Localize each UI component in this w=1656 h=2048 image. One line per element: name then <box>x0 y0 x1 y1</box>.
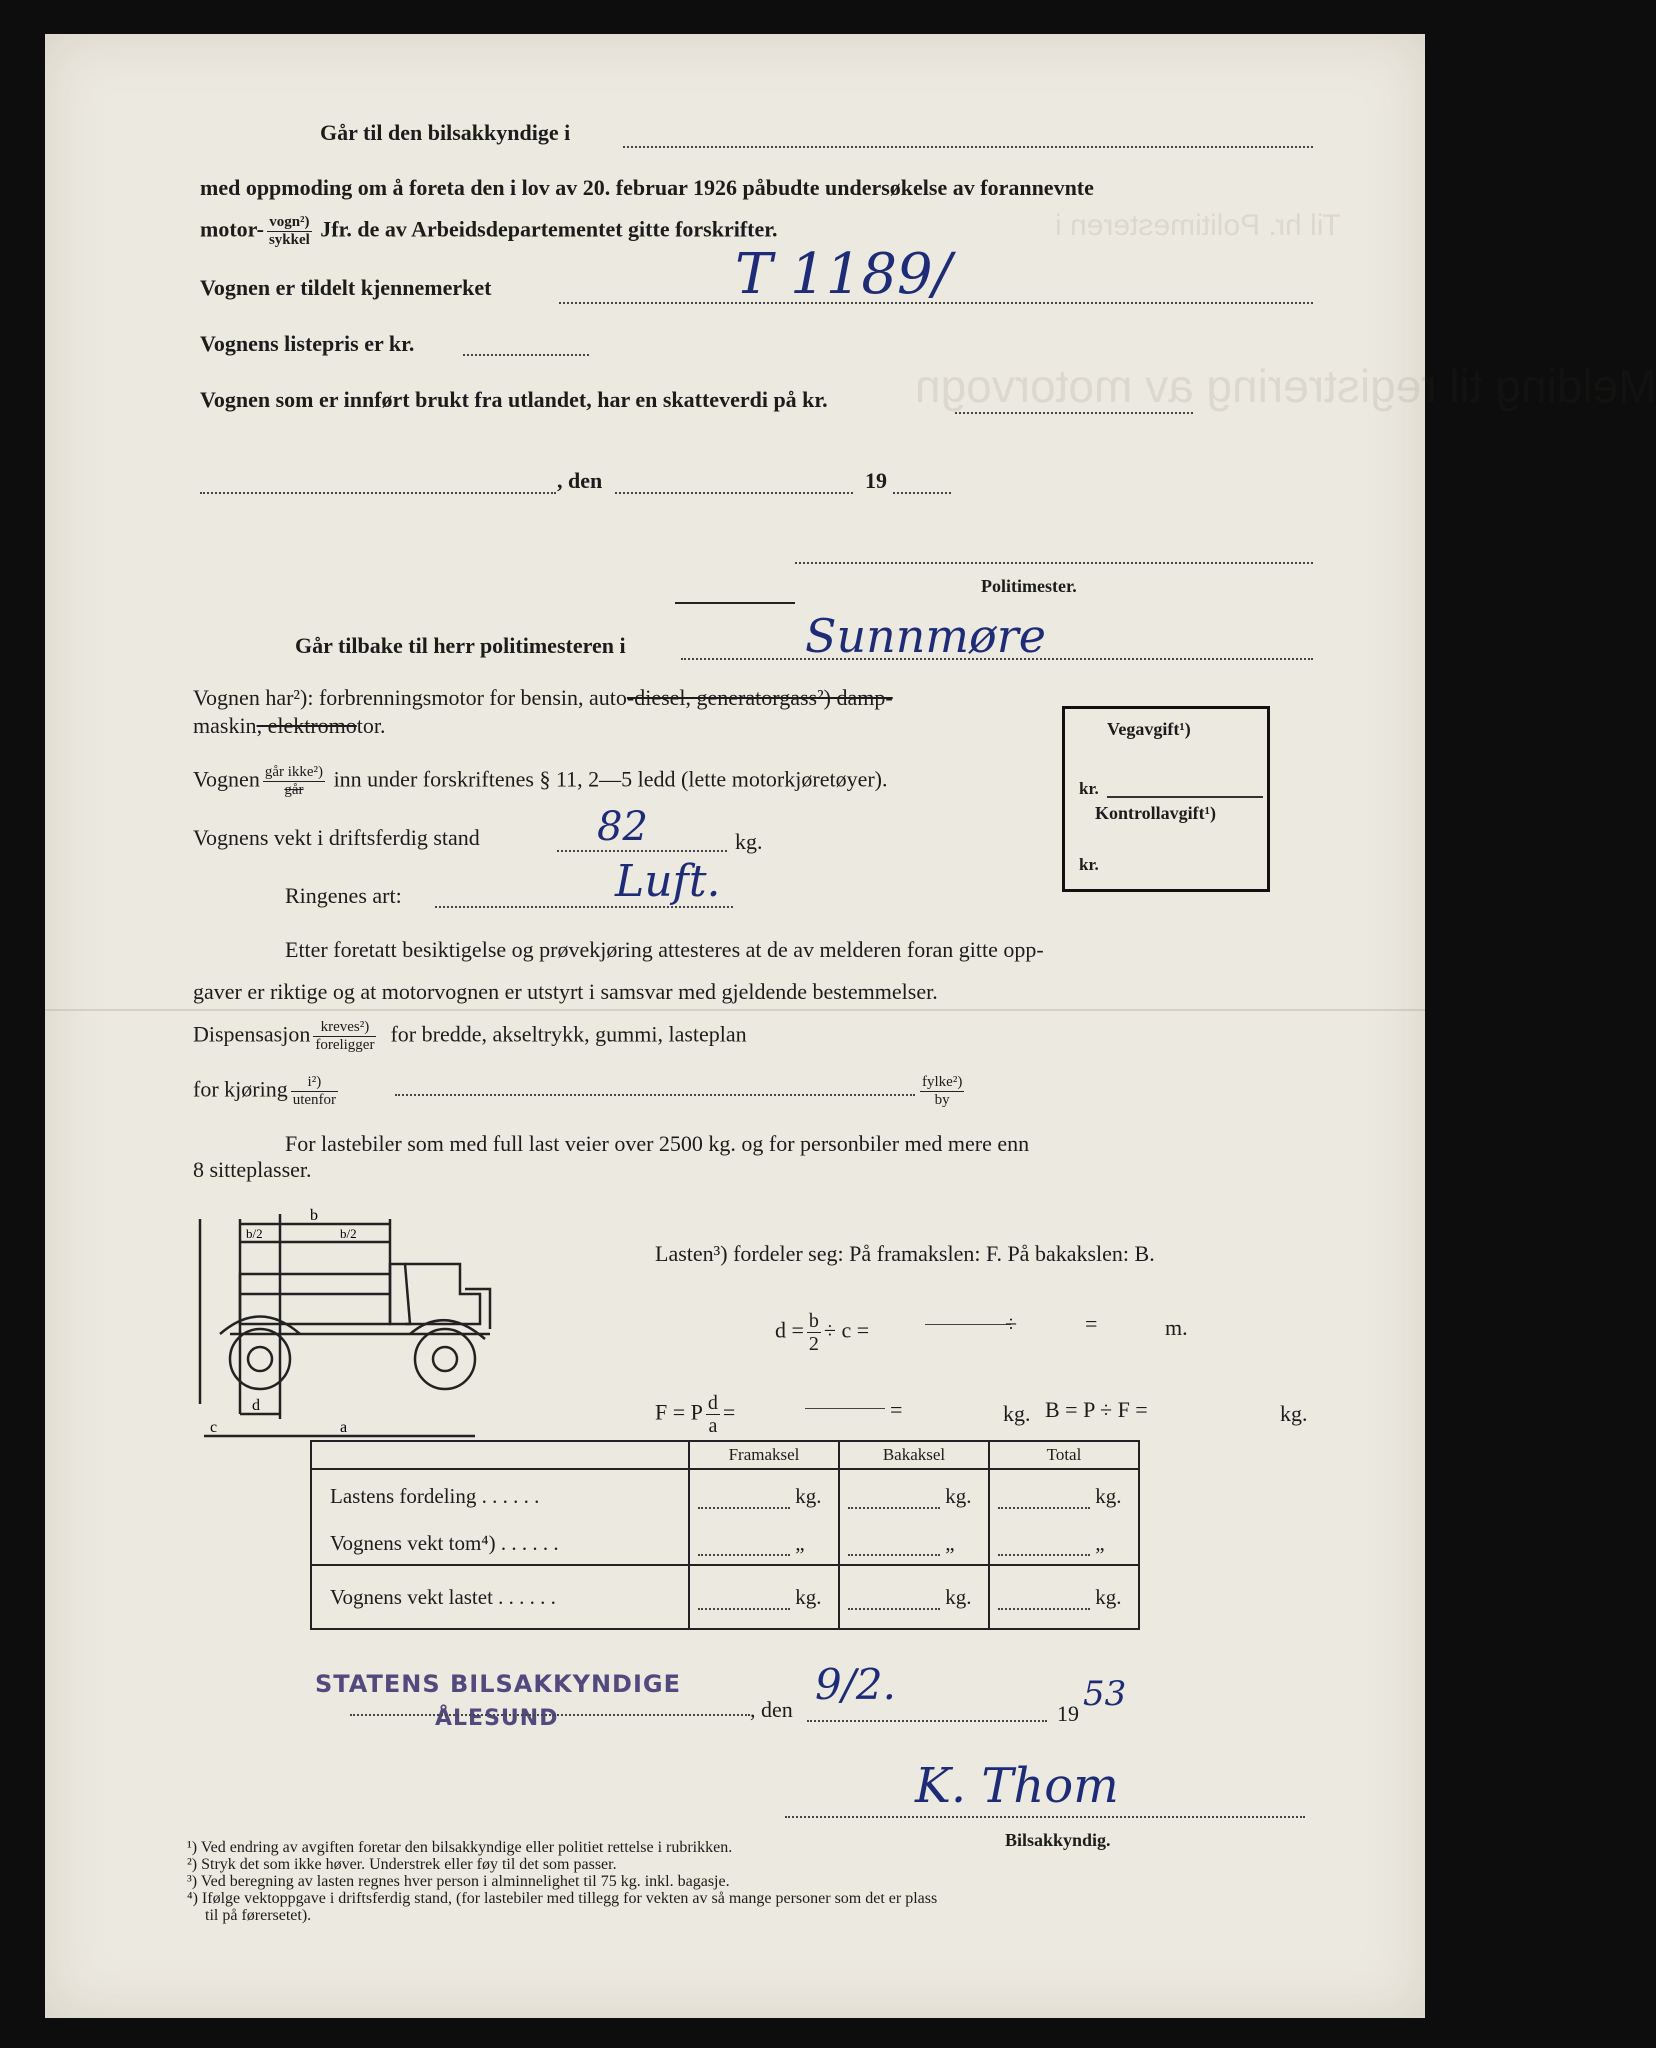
cell-bakaksel-empty[interactable]: „ <box>839 1522 989 1565</box>
f-term[interactable] <box>805 1408 885 1409</box>
truck-line-1: For lastebiler som med full last veier over 2500 kg. og for personbiler med mere enn <box>285 1131 1030 1156</box>
sign-den-label: , den <box>750 1697 793 1722</box>
sign-place-field[interactable] <box>350 1714 750 1716</box>
date-year-label: 19 <box>865 468 887 493</box>
weight-field[interactable] <box>557 850 727 852</box>
b2-left-label: b/2 <box>246 1226 263 1241</box>
expert-location-field[interactable] <box>623 146 1313 148</box>
date-field[interactable] <box>615 492 853 494</box>
load-table <box>310 1440 1140 1630</box>
sign-date-field[interactable] <box>807 1720 1047 1722</box>
d-unit: m. <box>1165 1315 1188 1340</box>
footnote-3: ³) Ved beregning av lasten regnes hver person i alminnelighet til 75 kg. inkl. bagasje. <box>187 1873 730 1890</box>
f-unit: kg. <box>1003 1401 1031 1426</box>
motor-line <box>200 214 778 249</box>
place-field[interactable] <box>200 492 556 494</box>
cell-framaksel-empty[interactable]: „ <box>689 1522 839 1565</box>
fold-crease <box>45 1009 1425 1011</box>
cell-total-load[interactable]: kg. <box>989 1469 1139 1522</box>
status-fraction: $\frac{\text{går ikke²)}}{\text{går}}$ <box>264 764 324 798</box>
b-over-2-fraction: $\frac{b}{2}$ <box>808 1310 819 1355</box>
cell-bakaksel-load[interactable]: kg. <box>839 1469 989 1522</box>
a-label: a <box>340 1419 348 1436</box>
tax-value-field[interactable] <box>955 412 1193 414</box>
d-over-a-fraction: $\frac{d}{a}$ <box>707 1392 718 1437</box>
col-header-framaksel: Framaksel <box>689 1441 839 1469</box>
police-district-value: Sunnmøre <box>805 609 1046 663</box>
official-stamp-line1: STATENS BILSAKKYNDIGE <box>315 1670 681 1698</box>
b2-right-label: b/2 <box>340 1226 357 1241</box>
truck-line-2: 8 sitteplasser. <box>193 1157 312 1182</box>
cell-framaksel-load[interactable]: kg. <box>689 1469 839 1522</box>
motor-prefix: motor- <box>200 216 264 242</box>
attest-line-1: Etter foretatt besiktigelse og prøvekjøring attesteres at de av melderen foran gitte opp- <box>285 937 1044 962</box>
listprice-label: Vognens listepris er kr. <box>200 331 415 356</box>
footnote-4: ⁴) Ifølge vektoppgave i driftsferdig stand, (for lastebiler med tillegg for vekten av så mange personer som det er plass <box>187 1890 938 1907</box>
signature-role: Bilsakkyndig. <box>1005 1830 1111 1850</box>
plate-label: Vognen er tildelt kjennemerket <box>200 275 492 300</box>
vegavgift-kr: kr. <box>1079 779 1099 798</box>
front-wheel <box>415 1329 475 1389</box>
county-city-fraction-wrap <box>917 1074 967 1109</box>
d-term-1[interactable] <box>925 1324 1011 1325</box>
dispensation-fraction: $\frac{\text{kreves²)}}{\text{foreligger}}$ <box>315 1019 375 1053</box>
row-label-lastens-fordeling: Lastens fordeling . . . . . . <box>311 1469 689 1522</box>
driving-area-fraction: $\frac{\text{i²)}}{\text{utenfor}}$ <box>292 1074 337 1108</box>
b-formula: B = P ÷ F = <box>1045 1397 1148 1422</box>
tax-value-label: Vognen som er innført brukt fra utlandet, har en skatteverdi på kr. <box>200 387 828 412</box>
plate-value: T 1189/ <box>735 242 952 307</box>
driving-area-field[interactable] <box>395 1094 915 1096</box>
footnote-2: ²) Stryk det som ikke høver. Understrek eller føy til det som passer. <box>187 1856 617 1873</box>
cab-back <box>390 1264 410 1324</box>
d-eq: = <box>1085 1311 1098 1336</box>
d-formula: d = $\frac{b}{2}$ ÷ c = <box>775 1310 870 1355</box>
table-row <box>311 1522 1139 1565</box>
motor-fraction: $\frac{\text{vogn²)}}{\text{sykkel}}$ <box>268 214 310 248</box>
tyres-label: Ringenes art: <box>285 883 402 908</box>
vegavgift-amount-line[interactable] <box>1107 796 1263 798</box>
official-stamp-line2: ÅLESUND <box>435 1706 559 1731</box>
d-label: d <box>252 1397 260 1414</box>
cab <box>405 1264 480 1324</box>
county-city-fraction: $\frac{\text{fylke²)}}{by}$ <box>922 1074 963 1108</box>
date-den-label: , den <box>557 468 603 493</box>
load-table-header <box>311 1441 1139 1469</box>
cell-total-loaded[interactable]: kg. <box>989 1565 1139 1629</box>
table-row <box>311 1469 1139 1522</box>
kontrollavgift-label: Kontrollavgift¹) <box>1095 803 1217 823</box>
c-label: c <box>210 1419 218 1436</box>
b-unit: kg. <box>1280 1401 1308 1426</box>
weight-unit: kg. <box>735 829 763 854</box>
signature-value: K. Thom <box>915 1758 1119 1814</box>
weight-label: Vognens vekt i driftsferdig stand <box>193 825 480 850</box>
truck-diagram <box>190 1204 620 1454</box>
cell-framaksel-loaded[interactable]: kg. <box>689 1565 839 1629</box>
sign-year-value: 53 <box>1083 1674 1127 1714</box>
year-field[interactable] <box>893 492 951 494</box>
front-hub <box>433 1347 457 1371</box>
politimester-signature-field[interactable] <box>795 562 1313 564</box>
fee-box <box>1062 706 1270 892</box>
request-line: med oppmoding om å foreta den i lov av 20. februar 1926 påbudte undersøkelse av forannevnte <box>200 175 1094 200</box>
signature-field[interactable] <box>785 1816 1305 1818</box>
footnote-1: ¹) Ved endring av avgiften foretar den bilsakkyndige eller politiet rettelse i rubrikken. <box>187 1839 733 1856</box>
b-label: b <box>310 1207 318 1224</box>
weight-value: 82 <box>597 804 648 850</box>
table-row <box>311 1565 1139 1629</box>
cell-total-empty[interactable]: „ <box>989 1522 1139 1565</box>
engine-line-1: Vognen har²): forbrenningsmotor for bensin, auto-diesel, generatorgass²) damp- <box>193 685 893 710</box>
engine-line-2: maskin, elektromotor. <box>193 713 386 738</box>
table-corner <box>311 1441 689 1469</box>
col-header-bakaksel: Bakaksel <box>839 1441 989 1469</box>
dispensation-line: Dispensasjon $\frac{\text{kreves²)}}{\text{foreligger}}$ for bredde, akseltrykk, gummi, lasteplan <box>193 1019 747 1053</box>
vegavgift-label: Vegavgift¹) <box>1107 719 1191 739</box>
load-intro: Lasten³) fordeler seg: På framakslen: F. På bakakslen: B. <box>655 1241 1155 1266</box>
row-label-vekt-tom: Vognens vekt tom⁴) . . . . . . <box>311 1522 689 1565</box>
return-label: Går tilbake til herr politimesteren i <box>295 633 626 658</box>
d-div: ÷ <box>1005 1311 1018 1336</box>
sign-date-value: 9/2. <box>815 1660 896 1709</box>
struck-electric: , elektromo <box>256 713 357 738</box>
col-header-total: Total <box>989 1441 1139 1469</box>
goes-to-label: Går til den bilsakkyndige i <box>320 120 571 145</box>
row-label-vekt-lastet: Vognens vekt lastet . . . . . . <box>311 1565 689 1629</box>
cell-bakaksel-loaded[interactable]: kg. <box>839 1565 989 1629</box>
motor-suffix: Jfr. de av Arbeidsdepartementet gitte forskrifter. <box>320 216 778 242</box>
footnote-4-cont: til på førersetet). <box>205 1907 312 1924</box>
f-formula: F = P $\frac{d}{a}$ = <box>655 1392 736 1437</box>
f-eq2: = <box>890 1397 903 1422</box>
sign-year-prefix: 19 <box>1057 1701 1079 1726</box>
tyres-value: Luft. <box>615 856 721 907</box>
listprice-field[interactable] <box>463 354 589 356</box>
attest-line-2: gaver er riktige og at motorvognen er utstyrt i samsvar med gjeldende bestemmelser. <box>193 979 938 1004</box>
section-divider <box>675 602 795 604</box>
rear-hub <box>248 1347 272 1371</box>
politimester-label: Politimester. <box>981 576 1077 596</box>
bleed-through-title: Melding til registrering av motorvogn <box>915 360 1656 412</box>
status-line: Vognen $\frac{\text{går ikke²)}}{\text{går}}$ inn under forskriftenes § 11, 2—5 ledd (lette motorkjøretøyer). <box>193 764 888 798</box>
struck-engine-types: -diesel, generatorgass²) damp- <box>626 685 893 710</box>
document-page <box>45 34 1656 2018</box>
bleed-through-to: Til hr. Politimesteren i <box>1055 209 1341 242</box>
driving-area-line: for kjøring $\frac{\text{i²)}}{\text{utenfor}}$ <box>193 1074 337 1108</box>
kontrollavgift-kr: kr. <box>1079 855 1099 874</box>
